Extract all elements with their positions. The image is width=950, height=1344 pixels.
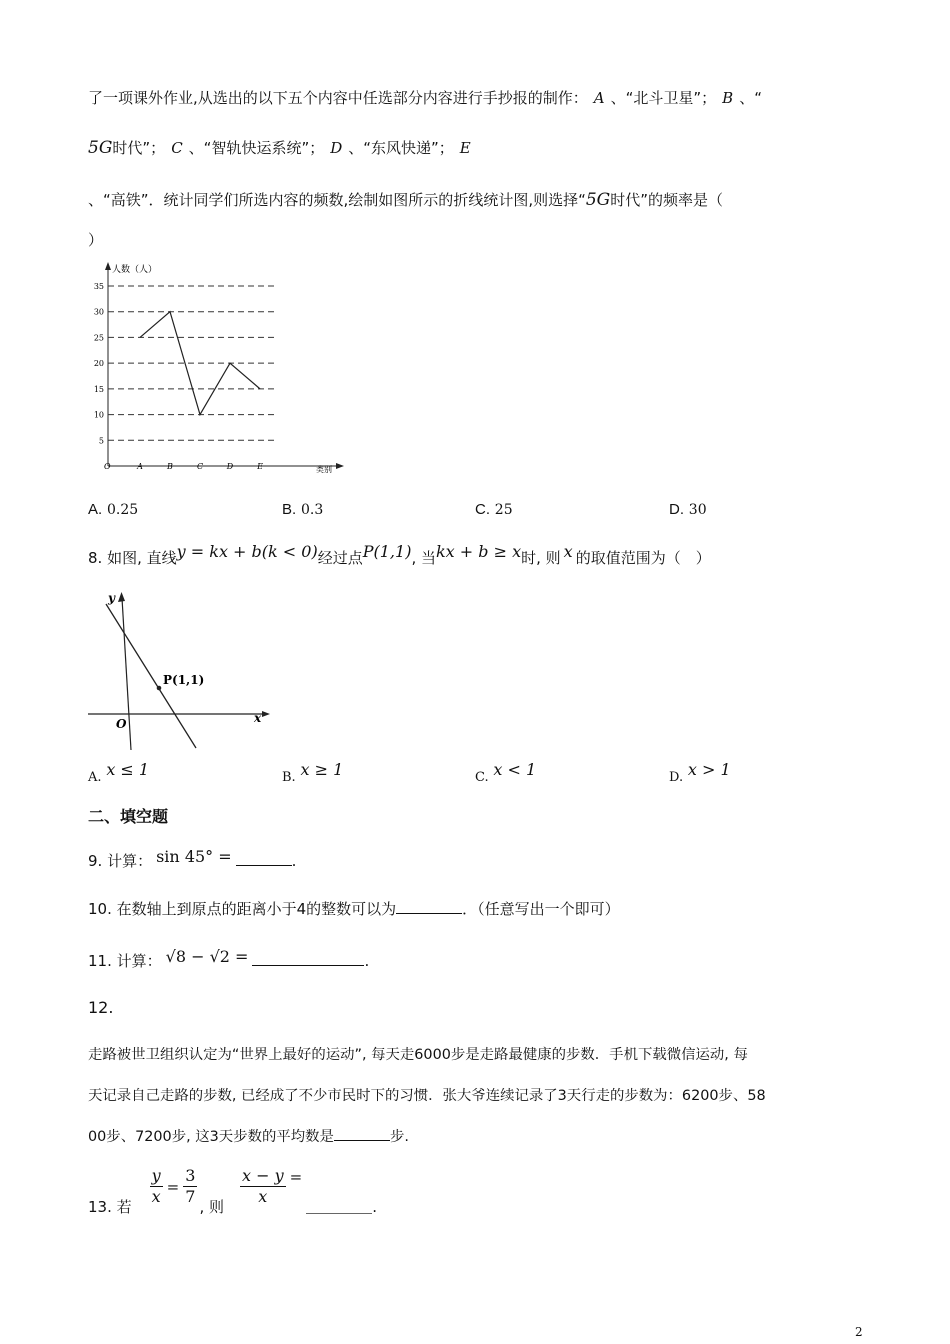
q12-text: 00步、7200步, 这3天步数的平均数是 bbox=[88, 1129, 334, 1145]
q7-option-b-label: B bbox=[722, 89, 734, 107]
q8-text: 经过点 bbox=[317, 549, 363, 567]
fraction-y-over-x bbox=[150, 1166, 163, 1207]
y-axis-label: 人数（人） bbox=[112, 265, 158, 275]
y-tick-label: 25 bbox=[93, 333, 104, 343]
q7-text: 、“智轨快运系统”； bbox=[188, 139, 325, 157]
y-axis-label: y bbox=[108, 591, 115, 605]
option-value: 0.3 bbox=[300, 502, 324, 518]
q9-end: . bbox=[291, 852, 297, 870]
q10 bbox=[88, 898, 620, 919]
option-letter: D. bbox=[669, 501, 684, 518]
q7-line-chart bbox=[88, 258, 348, 478]
x-tick-label: E bbox=[257, 462, 263, 471]
q10-text: 10. 在数轴上到原点的距离小于4的整数可以为 bbox=[88, 900, 397, 918]
fraction-x-minus-y-over-x bbox=[240, 1166, 286, 1207]
point-p bbox=[157, 686, 162, 691]
equals-sign: = bbox=[166, 1177, 180, 1196]
numerator: y bbox=[151, 1166, 161, 1185]
q9-expression: sin 45° = bbox=[156, 847, 232, 866]
option-value: 0.25 bbox=[106, 502, 139, 518]
x-axis-label: 类别 bbox=[316, 465, 332, 474]
x-axis-arrow-icon bbox=[336, 463, 344, 469]
q8-variable: x bbox=[563, 542, 573, 561]
x-tick-label: B bbox=[167, 462, 173, 471]
option-letter: B. bbox=[282, 770, 296, 785]
q7-option-d[interactable] bbox=[669, 500, 707, 518]
q7-text: 、“北斗卫星”； bbox=[610, 89, 717, 107]
q7-option-a[interactable] bbox=[88, 500, 138, 518]
origin-label: O bbox=[104, 462, 111, 471]
option-value: x ≥ 1 bbox=[300, 760, 344, 779]
q12-line-2: 天记录自己走路的步数, 已经成了不少市民时下的习惯．张大爷连续记录了3天行走的步数为：6200步、58 bbox=[88, 1088, 766, 1104]
q7-line-2 bbox=[88, 138, 477, 158]
q8-option-b[interactable] bbox=[282, 760, 344, 785]
q7-line-4 bbox=[88, 230, 103, 250]
x-tick-label: A bbox=[137, 462, 143, 471]
answer-blank[interactable] bbox=[396, 899, 462, 914]
q7-text: 、“东风快递”； bbox=[348, 139, 454, 157]
q13-text: , 则 bbox=[199, 1198, 224, 1216]
q11 bbox=[88, 947, 370, 971]
q8-option-a[interactable] bbox=[88, 760, 150, 785]
q7-text: 、“ bbox=[739, 89, 762, 107]
q7-option-c-label: C bbox=[171, 139, 183, 157]
equals-sign: = bbox=[289, 1167, 303, 1186]
x-tick-label: C bbox=[196, 462, 204, 471]
page-number: 2 bbox=[855, 1325, 863, 1339]
y-axis-arrow-icon bbox=[118, 592, 125, 602]
q12-text: 步. bbox=[389, 1129, 409, 1145]
option-value: x < 1 bbox=[493, 760, 537, 779]
fraction-3-over-7 bbox=[183, 1166, 197, 1207]
q8-coordinate-graph bbox=[86, 588, 276, 753]
q7-option-c[interactable] bbox=[475, 500, 513, 518]
q7-option-e-label: E bbox=[459, 139, 471, 157]
option-letter: A. bbox=[88, 770, 102, 785]
denominator: x bbox=[258, 1187, 268, 1206]
q7-option-b[interactable] bbox=[282, 500, 323, 518]
q12-number: 12. bbox=[88, 998, 114, 1017]
q13-number: 13. 若 bbox=[88, 1198, 132, 1216]
y-tick-label: 10 bbox=[93, 410, 104, 420]
y-tick-label: 30 bbox=[93, 307, 104, 317]
q11-number: 11. 计算： bbox=[88, 952, 162, 970]
q8-stem bbox=[88, 542, 711, 568]
option-value: x > 1 bbox=[687, 760, 731, 779]
q11-expression: √8 − √2 = bbox=[165, 947, 249, 966]
q7-5g-math: 5G bbox=[88, 138, 113, 158]
q8-text: , 当 bbox=[411, 549, 436, 567]
q8-text: 的取值范围为（ ） bbox=[575, 549, 711, 567]
option-value: 25 bbox=[494, 502, 513, 518]
y-tick-label: 5 bbox=[98, 436, 104, 446]
q7-line-1 bbox=[88, 88, 762, 108]
y-tick-label: 35 bbox=[93, 282, 104, 291]
q7-option-d-label: D bbox=[330, 139, 343, 157]
q13 bbox=[88, 1166, 377, 1216]
q9-number: 9. 计算： bbox=[88, 852, 153, 870]
q13-end: . bbox=[372, 1197, 377, 1216]
option-letter: C. bbox=[475, 501, 490, 518]
q7-text: 了一项课外作业,从选出的以下五个内容中任选部分内容进行手抄报的制作： bbox=[88, 89, 588, 107]
option-letter: C. bbox=[475, 770, 489, 785]
q7-option-a-label: A bbox=[593, 89, 605, 107]
q7-text: 、“高铁”．统计同学们所选内容的频数,绘制如图所示的折线统计图,则选择“ bbox=[88, 191, 586, 209]
q10-text: ．（任意写出一个即可） bbox=[462, 900, 620, 918]
q8-text: 时, 则 bbox=[521, 549, 561, 567]
option-letter: B. bbox=[282, 501, 297, 518]
option-letter: D. bbox=[669, 770, 684, 785]
q11-end: . bbox=[364, 952, 370, 970]
q8-line-equation: y = kx + b(k < 0) bbox=[176, 542, 318, 561]
q8-option-d[interactable] bbox=[669, 760, 731, 785]
y-tick-label: 15 bbox=[93, 384, 104, 394]
y-tick-label: 20 bbox=[93, 359, 104, 369]
option-value: 30 bbox=[688, 502, 707, 518]
answer-blank[interactable] bbox=[236, 851, 292, 866]
denominator: x bbox=[151, 1187, 161, 1206]
option-letter: A. bbox=[88, 501, 103, 518]
denominator: 7 bbox=[185, 1187, 196, 1206]
q12-line-3 bbox=[88, 1125, 409, 1146]
q7-text: ） bbox=[88, 231, 104, 249]
origin-label: O bbox=[116, 717, 127, 731]
q8-point: P(1,1) bbox=[362, 542, 412, 561]
q8-inequality: kx + b ≥ x bbox=[435, 542, 522, 561]
answer-blank[interactable] bbox=[306, 1199, 372, 1214]
q9 bbox=[88, 847, 297, 871]
y-axis-arrow-icon bbox=[105, 262, 111, 270]
q7-5g-math: 5G bbox=[585, 190, 611, 210]
answer-blank[interactable] bbox=[334, 1126, 390, 1141]
q8-number: 8. 如图, 直线 bbox=[88, 549, 177, 567]
q7-text: 时代”； bbox=[112, 139, 166, 157]
x-tick-label: D bbox=[226, 462, 234, 471]
q7-line-3 bbox=[88, 190, 723, 210]
section-title: 二、填空题 bbox=[88, 807, 169, 826]
numerator: x − y bbox=[241, 1166, 284, 1185]
numerator: 3 bbox=[185, 1166, 196, 1185]
q12-line-1: 走路被世卫组织认定为“世界上最好的运动”, 每天走6000步是走路最健康的步数．手机下载微信运动, 每 bbox=[88, 1047, 748, 1063]
q7-text: 时代”的频率是（ bbox=[610, 191, 724, 209]
answer-blank[interactable] bbox=[252, 951, 364, 966]
point-p-label: P(1,1) bbox=[163, 673, 205, 687]
x-axis-arrow-icon bbox=[262, 711, 270, 717]
q8-option-c[interactable] bbox=[475, 760, 537, 785]
option-value: x ≤ 1 bbox=[106, 760, 150, 779]
x-axis-label: x bbox=[254, 711, 262, 725]
